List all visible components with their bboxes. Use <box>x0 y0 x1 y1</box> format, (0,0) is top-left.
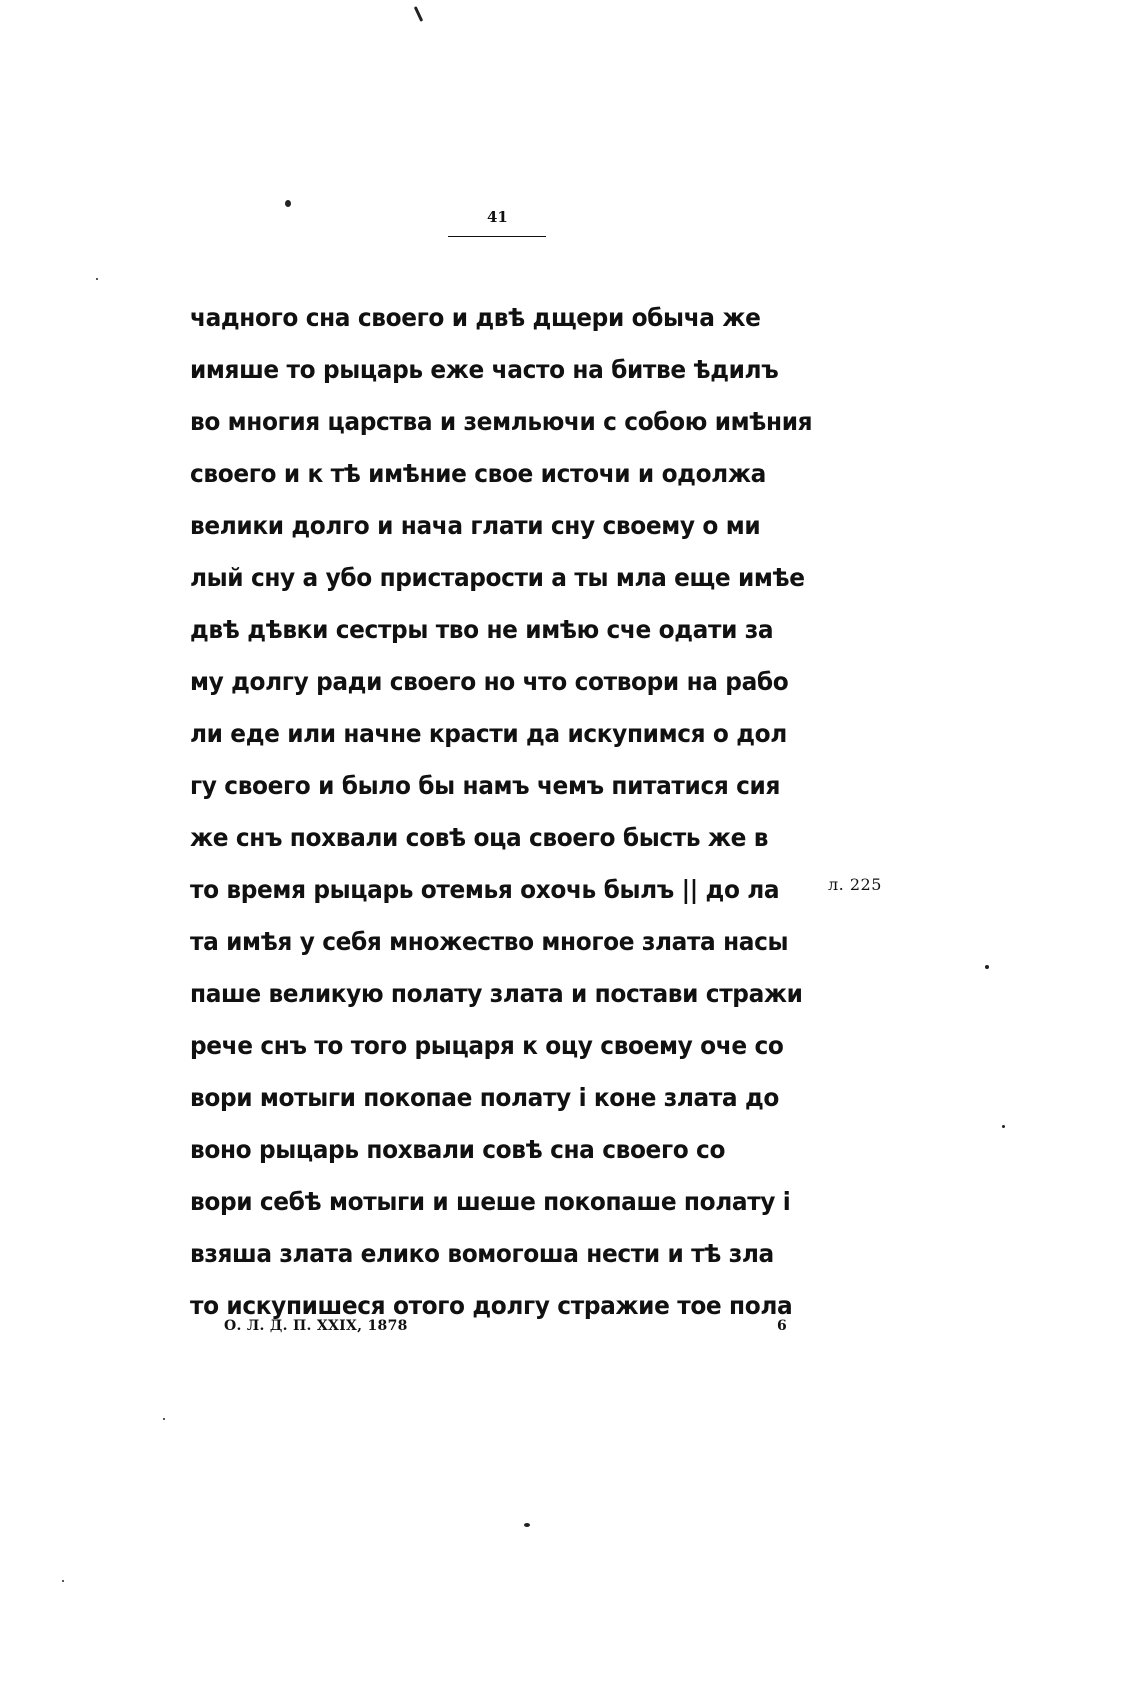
text-line: же снъ похвали совѣ оца своего бысть же в <box>190 823 769 852</box>
scan-speck <box>524 1523 530 1527</box>
text-line: имяше то рыцарь еже часто на битве ѣдилъ <box>190 355 779 384</box>
scan-speck <box>1002 1125 1005 1128</box>
text-line: во многия царства и земльючи с собою имѣния <box>190 407 813 436</box>
text-line: лый сну а убо пристарости а ты мла еще имѣе <box>190 563 805 592</box>
text-line: воно рыцарь похвали совѣ сна своего со <box>190 1135 726 1164</box>
text-line: то время рыцарь отемья охочь былъ || до ла <box>190 875 780 904</box>
text-line: то искупишеся отого долгу стражие тое пола <box>190 1291 793 1320</box>
text-line: рече снъ то того рыцаря к оцу своему оче со <box>190 1031 784 1060</box>
text-line: ли еде или начне красти да искупимся о дол <box>190 719 787 748</box>
text-line: вори мотыги покопае полату і коне злата до <box>190 1083 779 1112</box>
text-line: двѣ дѣвки сестры тво не имѣю сче одати за <box>190 615 774 644</box>
margin-note: л. 225 <box>828 875 882 894</box>
text-line: та имѣя у себя множество многое злата насы <box>190 927 789 956</box>
footer-signature: О. Л. Д. П. XXIX, 1878 <box>224 1318 408 1334</box>
text-line: взяша злата елико вомогоша нести и тѣ зла <box>190 1239 774 1268</box>
text-line: паше великую полату злата и постави стражи <box>190 979 803 1008</box>
scan-speck <box>96 278 98 280</box>
scan-speck <box>414 6 423 22</box>
text-line: гу своего и было бы намъ чемъ питатися сия <box>190 771 781 800</box>
text-line: своего и к тѣ имѣние свое источи и одолжа <box>190 459 766 488</box>
body-text <box>190 292 814 1332</box>
scan-speck <box>163 1418 165 1420</box>
scan-speck <box>985 965 989 969</box>
text-line: велики долго и нача глати сну своему о ми <box>190 511 761 540</box>
text-line: му долгу ради своего но что сотвори на рабо <box>190 667 789 696</box>
text-line: вори себѣ мотыги и шеше покопаше полату і <box>190 1187 791 1216</box>
text-line: чадного сна своего и двѣ дщери обыча же <box>190 303 761 332</box>
footer-sheet-number: 6 <box>777 1318 787 1334</box>
header-rule <box>448 236 546 237</box>
page-number: 41 <box>487 208 508 226</box>
scan-speck <box>62 1580 64 1582</box>
scan-speck <box>285 200 291 207</box>
